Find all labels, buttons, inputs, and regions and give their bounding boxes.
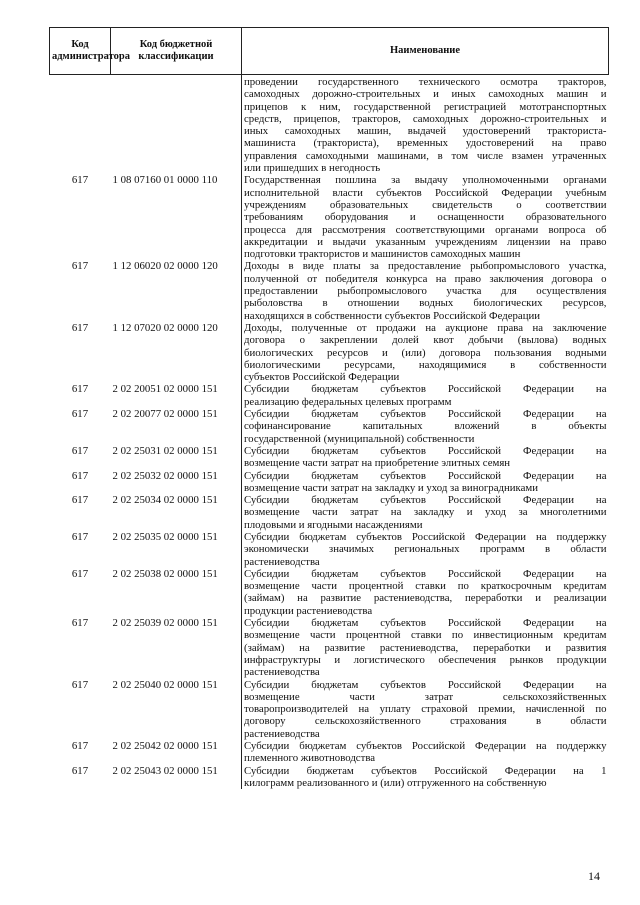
name-line: биологических ресурсов и (или) договора пользования водными (244, 346, 607, 359)
name-line: инфраструктуры и логистического обеспечения рынков продукции (244, 653, 607, 666)
admin-code-cell: 617 (71, 678, 89, 691)
name-line: растениеводства (244, 555, 320, 568)
name-line: предоставлении рыбопромыслового участка для осуществления (244, 285, 607, 298)
budget-code-cell: 1 08 07160 01 0000 110 (112, 174, 218, 187)
admin-code-cell: 617 (71, 617, 89, 630)
admin-code-cell: 617 (71, 469, 89, 482)
budget-code-cell: 2 02 25034 02 0000 151 (112, 494, 218, 507)
name-line: требованиям оборудования и оснащенности образовательного (244, 211, 607, 224)
name-line: растениеводства (244, 727, 320, 740)
admin-code-cell: 617 (71, 444, 89, 457)
name-cell (242, 408, 609, 445)
name-line: возмещение части затрат на закладку и уход за многолетними (244, 506, 607, 519)
table-row (50, 445, 609, 470)
budget-code-cell: 1 12 06020 02 0000 120 (112, 260, 218, 273)
name-cell (242, 383, 609, 408)
name-line: договору сельскохозяйственного страхования в области (244, 715, 607, 728)
name-cell (242, 765, 609, 790)
name-line: биологическими ресурсами, находящимися в собственности (244, 358, 607, 371)
name-line: средств, прицепов, тракторов, самоходных дорожно-строительных и (244, 112, 607, 125)
header-name: Наименование (242, 28, 609, 75)
name-line: товаропроизводителей на уплату страховой премии, начисленной по (244, 703, 607, 716)
name-line: аккредитации и выдачи указанным учреждениям лицензии на право (244, 235, 607, 248)
name-line: машиниста (тракториста), временных удостоверений на право (244, 137, 607, 150)
table-header-row (50, 28, 609, 75)
table-row (50, 765, 609, 790)
name-line: возмещение части процентной ставки по инвестиционным кредитам (244, 629, 607, 642)
name-line: (займам) на развитие растениеводства, переработки и реализации (244, 592, 607, 605)
name-cell (242, 617, 609, 678)
admin-code-cell: 617 (71, 321, 89, 334)
admin-code-cell: 617 (71, 764, 89, 777)
admin-code-cell: 617 (71, 740, 89, 753)
name-line: Субсидии бюджетам субъектов Российской Федерации на 1 (244, 764, 607, 777)
name-line: самоходных дорожно-строительных и иных самоходных машин и (244, 88, 607, 101)
name-line: софинансирование капитальных вложений в объекты (244, 420, 607, 433)
budget-code-cell: 1 12 07020 02 0000 120 (112, 321, 218, 334)
admin-code-cell: 617 (71, 494, 89, 507)
name-line: государственной (муниципальной) собственности (244, 432, 475, 445)
name-line: Субсидии бюджетам субъектов Российской Федерации на поддержку (244, 740, 607, 753)
name-cell (242, 679, 609, 740)
continuation-row (50, 75, 609, 175)
admin-code-cell: 617 (71, 174, 89, 187)
name-cell (242, 494, 609, 531)
name-line: Субсидии бюджетам субъектов Российской Федерации на (244, 567, 607, 580)
name-line: экономически значимых региональных программ в области (244, 543, 607, 556)
name-line: субъектов Российской Федерации (244, 371, 400, 384)
budget-code-cell: 2 02 25042 02 0000 151 (112, 740, 218, 753)
name-line: исполнительной власти субъектов Российской Федерации учебным (244, 186, 607, 199)
budget-code-cell: 2 02 25038 02 0000 151 (112, 567, 218, 580)
admin-code-cell: 617 (71, 567, 89, 580)
name-line: возмещение части затрат сельскохозяйственных (244, 690, 607, 703)
name-line: Государственная пошлина за выдачу уполномоченными органами (244, 174, 607, 187)
admin-code-cell: 617 (71, 530, 89, 543)
name-line: полученной от победителя конкурса на право заключения договора о (244, 272, 607, 285)
budget-code-cell: 2 02 20077 02 0000 151 (112, 408, 218, 421)
name-line: иных самоходных машин, выдачей удостоверений тракториста- (244, 125, 607, 138)
name-line: процесса для рассмотрения соответствующими органами вопроса об (244, 223, 607, 236)
name-cell (242, 445, 609, 470)
table-row (50, 322, 609, 383)
name-line: Субсидии бюджетам субъектов Российской Федерации на (244, 494, 607, 507)
continuation-admin-cell (50, 75, 111, 175)
table-row (50, 531, 609, 568)
name-cell (242, 740, 609, 765)
name-cell (242, 531, 609, 568)
name-line: возмещение части затрат на приобретение элитных семян (244, 457, 511, 470)
budget-code-cell: 2 02 25040 02 0000 151 (112, 678, 218, 691)
table-row (50, 617, 609, 678)
name-line: килограмм реализованного и (или) отгруженного на собственную (244, 776, 547, 789)
name-line: проведении государственного технического осмотра тракторов, (244, 76, 607, 88)
table-row (50, 568, 609, 617)
name-line: Субсидии бюджетам субъектов Российской Федерации на (244, 383, 607, 396)
continuation-name-cell (242, 75, 609, 175)
budget-code-cell: 2 02 25032 02 0000 151 (112, 469, 218, 482)
budget-code-cell: 2 02 25031 02 0000 151 (112, 444, 218, 457)
table-row (50, 494, 609, 531)
name-line: управления самоходными машинами, в том числе взамен утраченных (244, 149, 607, 162)
name-line: подготовки трактористов и машинистов самоходных машин (244, 248, 521, 261)
admin-code-cell: 617 (71, 260, 89, 273)
name-line: Субсидии бюджетам субъектов Российской Федерации на (244, 678, 607, 691)
budget-code-cell: 2 02 25035 02 0000 151 (112, 530, 218, 543)
name-line: плодовыми и ягодными насаждениями (244, 518, 423, 531)
name-cell (242, 174, 609, 260)
name-line: или пришедших в негодность (244, 162, 381, 175)
name-cell (242, 260, 609, 321)
name-line: рыболовства в отношении водных биологических ресурсов, (244, 297, 607, 310)
name-line: Субсидии бюджетам субъектов Российской Федерации на (244, 408, 607, 421)
name-line: находящихся в собственности субъектов Российской Федерации (244, 309, 541, 322)
name-line: прицепов к ним, государственной регистрацией мототранспортных (244, 100, 607, 113)
table-row (50, 174, 609, 260)
header-admin-code: Код администратора (50, 28, 111, 75)
name-line: племенного животноводства (244, 752, 376, 765)
table-row (50, 260, 609, 321)
budget-code-cell: 2 02 25039 02 0000 151 (112, 617, 218, 630)
name-cell (242, 322, 609, 383)
table-body (50, 75, 609, 790)
name-line: договора о закреплении долей квот добычи (вылова) водных (244, 334, 607, 347)
admin-code-cell: 617 (71, 383, 89, 396)
table-row (50, 408, 609, 445)
table-row (50, 470, 609, 495)
budget-code-cell: 2 02 20051 02 0000 151 (112, 383, 218, 396)
continuation-code-cell (111, 75, 242, 175)
table-row (50, 740, 609, 765)
name-line: Субсидии бюджетам субъектов Российской Федерации на (244, 469, 607, 482)
header-budget-code: Код бюджетной классификации (111, 28, 242, 75)
page-number: 14 (588, 869, 600, 883)
name-line: Субсидии бюджетам субъектов Российской Федерации на (244, 444, 607, 457)
name-line: Субсидии бюджетам субъектов Российской Федерации на (244, 617, 607, 630)
name-line: продукции растениеводства (244, 604, 373, 617)
name-line: Доходы, полученные от продажи на аукционе права на заключение (244, 321, 607, 334)
name-line: (займам) на развитие растениеводства, переработки и развития (244, 641, 607, 654)
budget-classification-table (49, 27, 609, 789)
budget-code-cell: 2 02 25043 02 0000 151 (112, 764, 218, 777)
name-line: Доходы в виде платы за предоставление рыбопромыслового участка, (244, 260, 607, 273)
name-line: Субсидии бюджетам субъектов Российской Федерации на поддержку (244, 530, 607, 543)
name-line: возмещение части затрат на закладку и уход за виноградниками (244, 481, 539, 494)
admin-code-cell: 617 (71, 408, 89, 421)
name-cell (242, 568, 609, 617)
name-line: реализацию федеральных целевых программ (244, 395, 452, 408)
name-line: возмещение части процентной ставки по краткосрочным кредитам (244, 580, 607, 593)
name-line: растениеводства (244, 666, 320, 679)
table-row (50, 679, 609, 740)
table-row (50, 383, 609, 408)
name-cell (242, 470, 609, 495)
name-line: учреждениям образовательных свидетельств о соответствии (244, 198, 607, 211)
